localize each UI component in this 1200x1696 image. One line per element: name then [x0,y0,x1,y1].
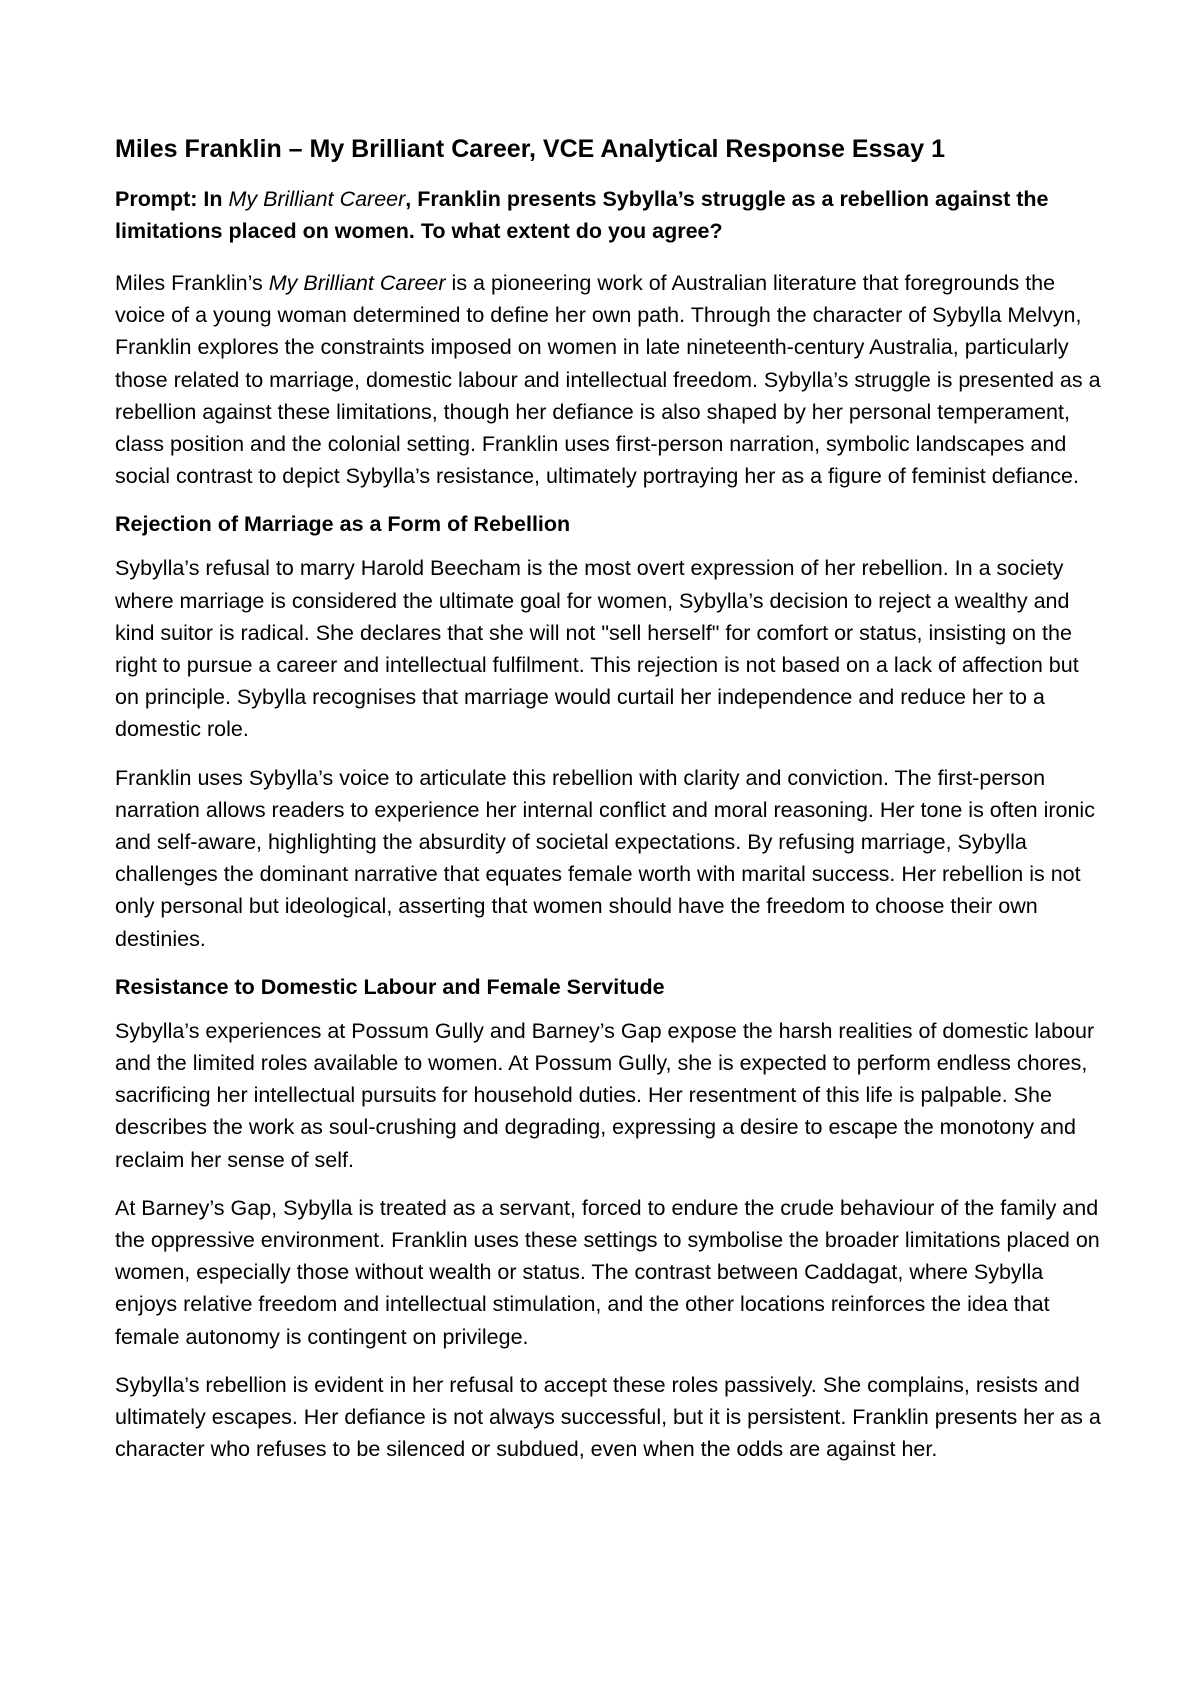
section-heading-marriage: Rejection of Marriage as a Form of Rebellion [115,512,571,537]
intro-text: is a pioneering work of Australian literature that foregrounds the voice of a young woman determined to define her own path. Through the character of Sybylla Melvyn, Franklin explores the constraints imposed on women in late nineteenth-century Australia, particularly those related to marriage, domestic labour and intellectual freedom. Sybylla’s struggle is presented as a rebellion against these limitations, though her defiance is also shaped by her personal temperament, class position and the colonial setting. Franklin uses first-person narration, symbolic landscapes and social contrast to depict Sybylla’s resistance, ultimately portraying her as a figure of feminist defiance. [115,271,1101,489]
essay-title: Miles Franklin – My Brilliant Career, VCE Analytical Response Essay 1 [115,135,945,163]
body-paragraph: At Barney’s Gap, Sybylla is treated as a servant, forced to endure the crude behaviour of the family and the oppressive environment. Franklin uses these settings to symbolise the broader limitations placed on women, especially those without wealth or status. The contrast between Caddagat, where Sybylla enjoys relative freedom and intellectual stimulation, and the other locations reinforces the idea that female autonomy is contingent on privilege. [115,1195,1100,1349]
essay-prompt [115,183,1105,247]
body-paragraph: Franklin uses Sybylla’s voice to articulate this rebellion with clarity and conviction. The first-person narration allows readers to experience her internal conflict and moral reasoning. Her tone is often ironic and self-aware, highlighting the absurdity of societal expectations. By refusing marriage, Sybylla challenges the dominant narrative that equates female worth with marital success. Her rebellion is not only personal but ideological, asserting that women should have the freedom to choose their own destinies. [115,765,1095,951]
intro-lead: Miles Franklin’s [115,271,269,295]
body-paragraph: Sybylla’s rebellion is evident in her refusal to accept these roles passively. She complains, resists and ultimately escapes. Her defiance is not always successful, but it is persistent. Franklin presents her as a character who refuses to be silenced or subdued, even when the odds are against her. [115,1372,1101,1462]
body-paragraph: Sybylla’s experiences at Possum Gully and Barney’s Gap expose the harsh realities of domestic labour and the limited roles available to women. At Possum Gully, she is expected to perform endless chores, sacrificing her intellectual pursuits for household duties. Her resentment of this life is palpable. She describes the work as soul-crushing and degrading, expressing a desire to escape the monotony and reclaim her sense of self. [115,1018,1095,1172]
prompt-text: , Franklin presents Sybylla’s struggle as a rebellion against the limitations placed on women. To what extent do you agree? [115,187,1049,243]
prompt-label: Prompt: In [115,187,229,211]
intro-paragraph [115,267,1105,492]
section-heading-domestic-labour: Resistance to Domestic Labour and Female Servitude [115,974,665,999]
body-paragraph: Sybylla’s refusal to marry Harold Beecham is the most overt expression of her rebellion. In a society where marriage is considered the ultimate goal for women, Sybylla’s decision to reject a wealthy and kind suitor is radical. She declares that she will not "sell herself" for comfort or status, insisting on the right to pursue a career and intellectual fulfilment. This rejection is not based on a lack of affection but on principle. Sybylla recognises that marriage would curtail her independence and reduce her to a domestic role. [115,556,1079,742]
intro-book-title: My Brilliant Career [268,271,446,295]
document-page [115,133,1105,1482]
prompt-book-title: My Brilliant Career [228,187,406,211]
